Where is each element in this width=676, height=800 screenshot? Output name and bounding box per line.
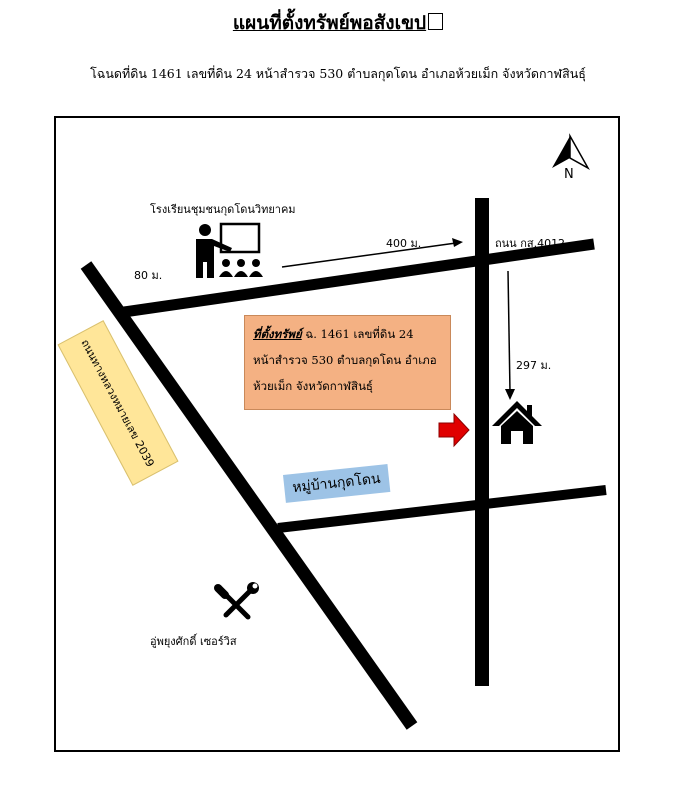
page-title: แผนที่ตั้งทรัพย์พอสังเขป [0,8,676,38]
garage-label: อู่พยุงศักดิ์ เซอร์วิส [150,635,237,648]
road-4012-label: ถนน กส.4012 [495,237,566,250]
distance-297-label: 297 ม. [516,359,552,372]
distance-80-label: 80 ม. [134,269,163,282]
house-icon [492,401,542,444]
school-label: โรงเรียนชุมชนกุดโดนวิทยาคม [150,203,296,216]
highway-2039-label: ถนนทางหลวงหมายเลข 2039 [78,337,157,470]
compass-north-icon [552,136,588,168]
distance-400-label: 400 ม. [386,237,422,250]
property-info-head: ที่ตั้งทรัพย์ [253,327,302,341]
village-label: หมู่บ้านกุดโดน [283,464,390,503]
property-info-box [244,315,451,410]
upper-road [124,244,594,312]
red-arrow-icon [439,414,469,446]
property-info-line1: ฉ. 1461 เลขที่ดิน 24 [301,327,414,341]
teacher-classroom-icon [196,224,263,278]
arrow-297m [505,271,515,400]
property-info-line2: หน้าสำรวจ 530 ตำบลกุดโดน อำเภอ [253,353,437,367]
north-label: N [564,167,574,182]
property-info-line3: ห้วยเม็ก จังหวัดกาฬสินธุ์ [253,379,373,393]
wrench-screwdriver-icon [218,582,259,617]
deed-subtitle: โฉนดที่ดิน 1461 เลขที่ดิน 24 หน้าสำรวจ 530 ตำบลกุดโดน อำเภอห้วยเม็ก จังหวัดกาฬสินธุ์ [90,66,586,81]
